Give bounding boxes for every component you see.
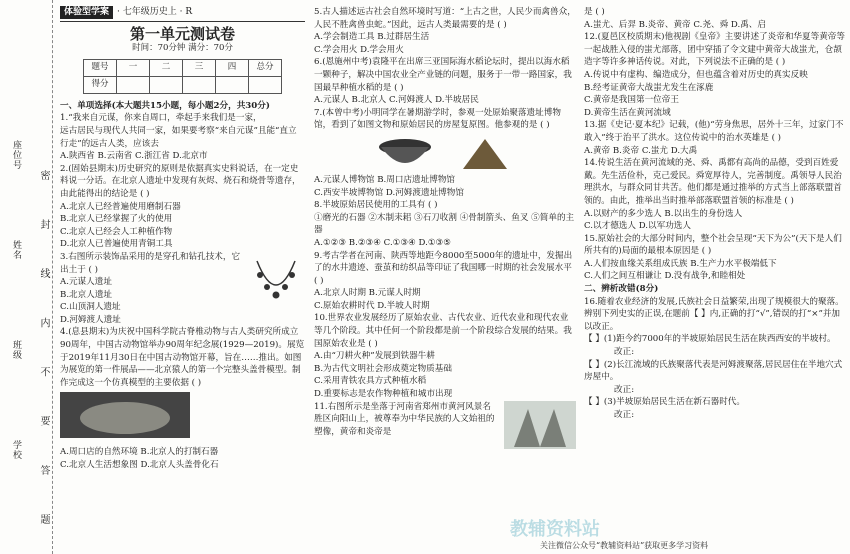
correction-line[interactable]: 改正: xyxy=(614,410,635,420)
option-line: A.元谋人 B.北京人 C.河姆渡人 D.半坡居民 xyxy=(314,95,479,106)
option-line: B.经考证黄帝大战蚩尤发生在涿鹿 xyxy=(584,82,714,93)
score-cell: 一 xyxy=(117,59,150,76)
name-label: 姓名 xyxy=(11,240,21,260)
statue-image xyxy=(504,401,576,449)
option-line: A.①②③ B.②③④ C.①③④ D.①③⑤ xyxy=(314,237,451,248)
score-cell: 三 xyxy=(183,59,216,76)
option-line: A.陕西省 B.云南省 C.浙江省 D.北京市 xyxy=(60,151,208,162)
option-line: C.山顶洞人遗址 xyxy=(60,302,121,313)
option-line: A.蚩尤、后羿 B.炎帝、黄帝 C.尧、舜 D.禹、启 xyxy=(584,19,766,30)
question-text: 11.右图所示是坐落于河南省郑州市黄河风景名胜区向阳山上，被尊奉为中华民族的人文始祖的塑像，黄帝和炎帝是 xyxy=(314,401,495,437)
page-title: 第一单元测试卷 xyxy=(129,24,235,43)
column-2 xyxy=(314,6,576,449)
column-3 xyxy=(584,6,846,422)
question-text: 3.右图所示装饰品采用的是穿孔和钻孔技术，它出土于 ( ) xyxy=(60,251,241,275)
watermark: 教辅资料站 xyxy=(510,519,600,540)
option-line: C.学会用火 D.学会用火 xyxy=(314,44,404,55)
option-line: B.北京人已经掌握了火的使用 xyxy=(60,214,173,225)
option-line: C.北京人生活想象图 D.北京人头盖骨化石 xyxy=(60,459,219,470)
option-line: C.原始农耕时代 D.半坡人时期 xyxy=(314,300,430,311)
option-line: A.由“刀耕火种”发展到铁器牛耕 xyxy=(314,351,435,362)
score-cell[interactable] xyxy=(117,76,150,93)
score-cell[interactable] xyxy=(249,76,282,93)
artifact-images xyxy=(314,135,576,171)
necklace-image xyxy=(247,251,305,313)
option-line: D.河姆渡人遗址 xyxy=(60,314,121,325)
option-line: ①磨光的石器 ②木制耒耜 ③石刀收割 ④骨制箭头、鱼叉 ⑤简单的主器 xyxy=(314,212,575,236)
score-cell: 题号 xyxy=(84,59,117,76)
question-text: 16.随着农业经济的发展,氏族社会日益繁荣,出现了规模很大的聚落。辨别下列史实的正误,在题前【 】内,正确的打“√”,错误的打“×”并加以改正。 xyxy=(584,296,844,332)
score-table xyxy=(83,59,282,94)
option-line: A.元谋人遗址 xyxy=(60,277,112,288)
header-subtitle: · 七年级历史上 · R xyxy=(117,7,193,17)
option-line: D.重要标志是农作物种植和城市出现 xyxy=(314,389,453,400)
score-cell[interactable] xyxy=(183,76,216,93)
option-line: C.黄帝是我国第一位帝王 xyxy=(584,95,679,106)
question-text: 是 ( ) xyxy=(584,7,605,17)
question-text: 12.(夏邑区校质期末)他视剧《皇帝》主要讲述了炎帝和华夏等黄帝等一起战胜入侵的蚩尤部落，团中穿插了令文建中黄帝大战蚩尤，仓颉造字等许多神话传说。对此，下列说法不正确的是 ( ) xyxy=(584,32,845,68)
question-text: 15.原始社会的大部分时间内，整个社会呈现“天下为公”(天下是人们所共有的)局面的最根本原因是 ( ) xyxy=(584,233,842,257)
judgement-item[interactable]: 【 】(2)长江流域的氏族聚落代表是河姆渡聚落,居民居住在半地穴式房屋中。 xyxy=(584,359,843,383)
footer-note: 关注微信公众号“教辅资料站”获取更多学习资料 xyxy=(540,541,709,550)
option-line: C.人们之间互相谦让 D.没有战争,和睦相处 xyxy=(584,271,746,282)
brand-logo: 体验型学案 xyxy=(60,6,113,19)
option-line: D.黄帝生活在黄河流域 xyxy=(584,107,671,118)
question-text: 8.半坡原始居民使用的工具有 ( ) xyxy=(314,200,438,211)
school-label: 学校 xyxy=(11,440,21,460)
seat-label: 座位号 xyxy=(11,140,21,170)
question-text: 14.传说生活在黄河流域的尧、舜、禹都有高尚的品德，受到百姓爱戴。先生活俭朴，克己爱民。舜宽厚待人，完善制度。禹领导人民治理洪水，与群众同甘共苦。他们都是通过推举的方式当上部落联盟首领的。由此，推举出当时推举部落联盟首领的标准是 ( ) xyxy=(584,158,842,206)
score-cell[interactable] xyxy=(150,76,183,93)
seal-warning: 密 封 线 内 不 要 答 题 xyxy=(38,170,49,543)
question-text: 5.古人描述远古社会自然环境时写道：“上古之世，人民少而禽兽众，人民不胜禽兽虫蛇。”因此，远古人类最需要的是 ( ) xyxy=(314,7,576,30)
option-line: C.北京人已经会人工种植作物 xyxy=(60,226,173,237)
score-cell: 总分 xyxy=(249,59,282,76)
score-cell[interactable] xyxy=(216,76,249,93)
option-line: D.北京人已普遍使用青铜工具 xyxy=(60,239,173,250)
pottery-image xyxy=(375,135,435,171)
option-line: C.以才德选人 D.以军功选人 xyxy=(584,221,691,232)
hut-image xyxy=(455,135,515,171)
option-line: A.周口店的自然环境 B.北京人的打制石器 xyxy=(60,447,219,458)
question-text: 7.(本曾中考)小明同学在暑期游学时，参观一处原始聚落遗址博物馆，看到了如图文物和原始居民的房屋复原图。他参观的是 ( ) xyxy=(314,107,561,131)
option-line: A.人们按血缘关系组成氏族 B.生产力水平极端低下 xyxy=(584,258,777,269)
question-text: 6.(恩施州中考)袁隆平在出席三亚国际海水稻论坛时，提出以海水稻一颗种子，解决中国农业全产业链的问题，服务于一带一路国家，我国最早种植水稻的是 ( ) xyxy=(314,57,572,93)
option-line: C.西安半坡博物馆 D.河姆渡遗址博物馆 xyxy=(314,187,464,198)
q11-block xyxy=(314,401,576,449)
correction-line[interactable]: 改正: xyxy=(614,384,635,395)
option-line: A.元谋人博物馆 B.周口店遗址博物馆 xyxy=(314,174,456,185)
column-1 xyxy=(60,6,305,471)
section-heading: 一、单项选择(本大题共15小题，每小题2分，共30分) xyxy=(60,100,270,111)
option-line: A.传说中有虚构、编造成分，但也蕴含着对历史的真实反映 xyxy=(584,69,808,80)
question-text: 10.世界农业发展经历了原始农业、古代农业、近代农业和现代农业等几个阶段。其中任何一个阶段都是前一个阶段综合发展的结果。我国原始农业是 ( ) xyxy=(314,313,572,349)
option-line: B.为古代文明社会形成奠定物质基础 xyxy=(314,363,452,374)
question-text: 1.“我来自元谋，你来自周口，牵起手来我们是一家， xyxy=(60,113,262,124)
section-heading: 二、辨析改错(8分) xyxy=(584,284,659,295)
score-cell: 得分 xyxy=(84,76,117,93)
skull-image xyxy=(60,392,305,443)
judgement-item[interactable]: 【 】(3)半坡原始居民生活在新石器时代。 xyxy=(584,397,745,408)
option-line: A.黄帝 B.炎帝 C.蚩尤 D.大禹 xyxy=(584,145,698,156)
option-line: B.北京人遗址 xyxy=(60,289,113,300)
score-cell: 四 xyxy=(216,59,249,76)
option-line: C.采用青铁农具方式种植水稻 xyxy=(314,376,427,387)
question-text: 13.据《史记·夏本纪》记载，(他)“劳身焦思，居外十三年，过家门不敢入”终于治平了洪水。这位传说中的治水英雄是 ( ) xyxy=(584,120,844,143)
score-cell: 二 xyxy=(150,59,183,76)
option-line: A.以财产的多少选人 B.以出生的身份选人 xyxy=(584,208,743,219)
question-text: 9.考古学者在河南、陕西等地距今8000至5000年的遗址中，发掘出了的水井遗迹、蚕茧和纺织品等印证了我国哪一时期的社会发展水平 ( ) xyxy=(314,250,573,286)
time-score-line: 时间：70分钟 满分：70分 xyxy=(132,43,233,54)
option-line: A.北京人时期 B.元谋人时期 xyxy=(314,288,421,299)
header xyxy=(60,6,305,22)
question-text: 远古居民与现代人共同一家，如果要考察“来自元谋”且能“直立行走”的远古人类，应该去 xyxy=(60,125,297,149)
class-label: 班级 xyxy=(11,340,21,360)
question-text: 4.(息县期末)为庆祝中国科学院古脊椎动物与古人类研究所成立90周年，中国古动物馆举办90周年纪念展(1929—2019)。展览于2019年11月30日在中国古动物馆开幕，旨在……推出。如图为展览的第一件展品——北京猿人的第一个完整头盖骨模型。制作完成这一个仿真模型的主要依据 ( ) xyxy=(60,327,305,388)
correction-line[interactable]: 改正: xyxy=(614,347,635,358)
binding-sidebar xyxy=(0,0,53,554)
option-line: A.北京人已经普遍使用磨制石器 xyxy=(60,201,181,212)
q3-block xyxy=(60,251,305,327)
option-line: A.学会制造工具 B.过群居生活 xyxy=(314,32,430,43)
question-text: 2.(固始县期末)历史研究的原则是依据真实史料说话，在一定史料说一分话。在北京人遗址中发现有灰烬、烧石和烧骨等遗存，由此能得出的结论是 ( ) xyxy=(60,163,301,199)
judgement-item[interactable]: 【 】(1)距今约7000年的半坡原始居民生活在陕西西安的半坡村。 xyxy=(584,334,836,345)
